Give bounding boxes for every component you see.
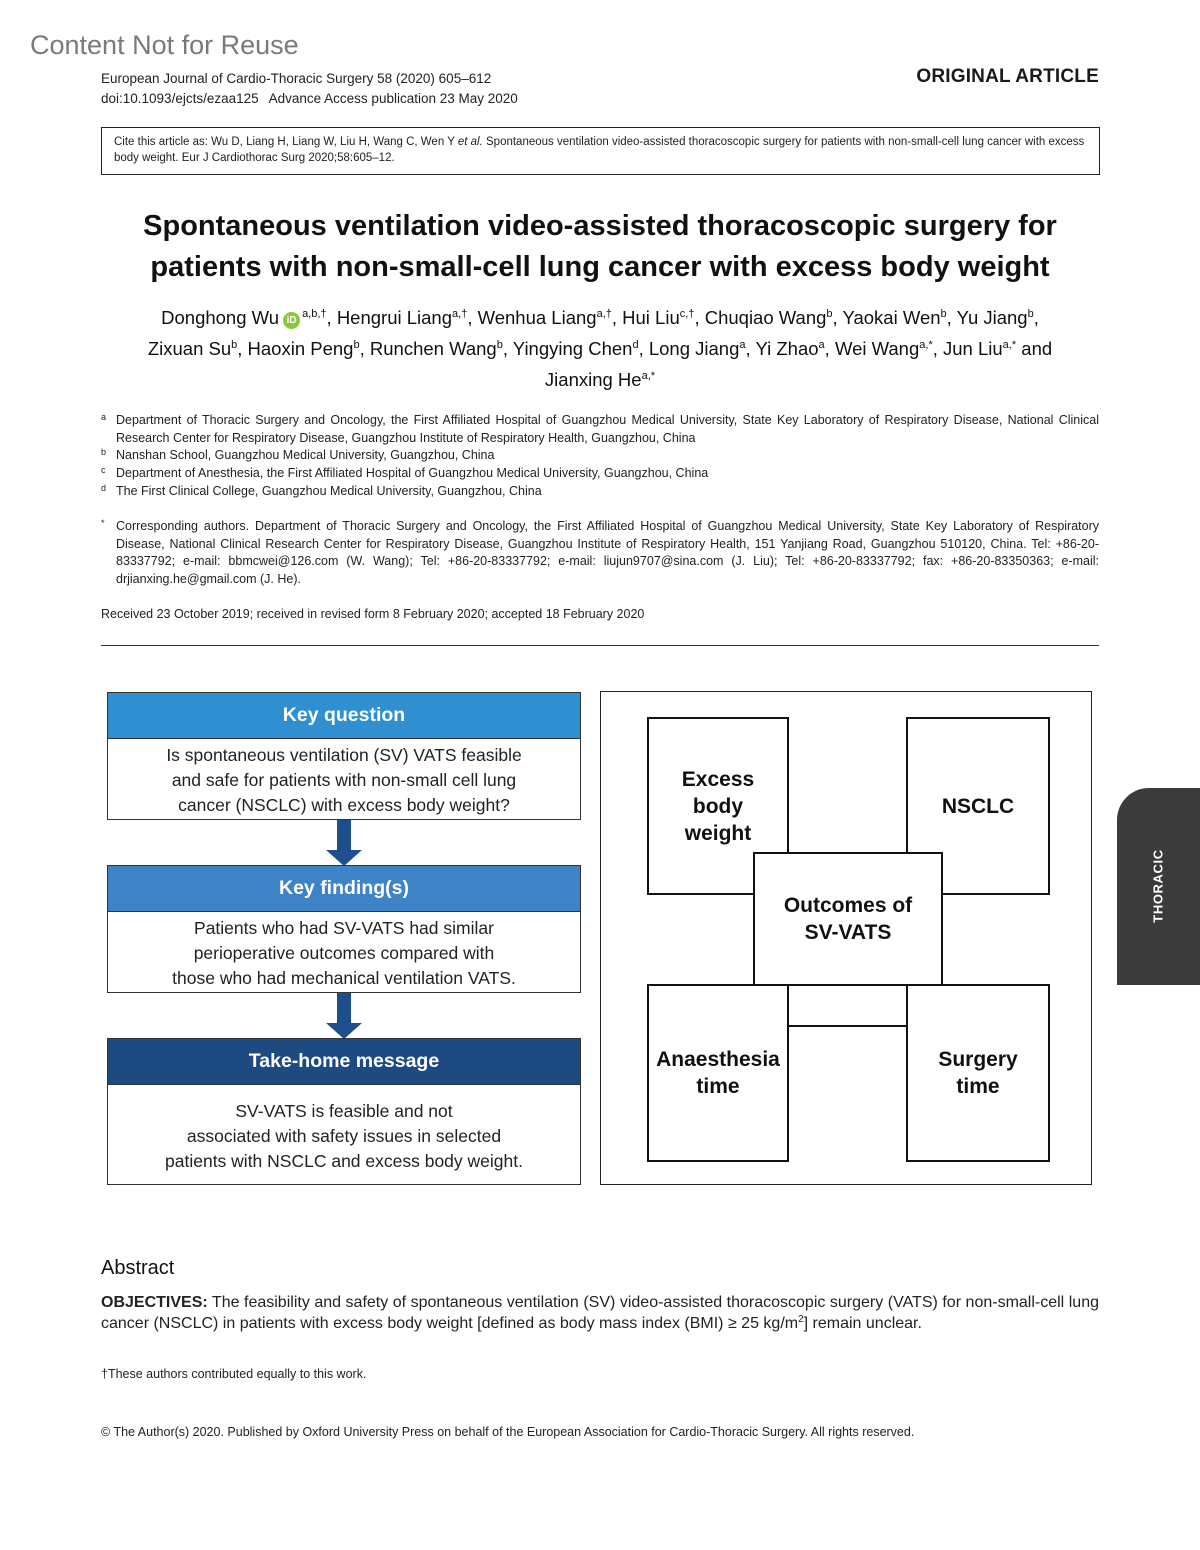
- citation-suffix: Spontaneous ventilation video-assisted thoracoscopic surgery for patients with non-small-cell lung cancer with excess body weight. Eur J Cardiothorac Surg 2020;58:605–12.: [114, 136, 1085, 164]
- take-home-body: [108, 1085, 580, 1174]
- diagram-text: NSCLC: [941, 794, 1015, 818]
- author-sup: c,†: [679, 308, 695, 320]
- author-name[interactable]: Zixuan Su: [147, 338, 232, 359]
- affiliation-mark: b: [101, 447, 107, 458]
- corresponding-text: Corresponding authors. Department of Thoracic Surgery and Oncology, the First Affiliated Hospital of Guangzhou Medical University, State Key Laboratory of Respiratory Disease, National Clinical Research Center for Respiratory Disease, Guangzhou Institute of Respiratory Health, 151 Yanjiang Road, Guangzhou 510120, China. Tel: +86-20-83337792; e-mail: bbmcwei@126.com (W. Wang); Tel: +86-20-83337792; e-mail: liujun9707@sina.com (J. Liu); Tel: +86-20-83337792; fax: +86-20-83350363; e-mail: drjianxing.he@gmail.com (J. He).: [116, 519, 1099, 587]
- author-sup: b: [940, 308, 947, 320]
- objectives-end: ] remain unclear.: [803, 1315, 922, 1332]
- author-line-2: Zixuan Su$^b$, Haoxin Peng$^b$, Runchen Wang$^b$, Yingying Chen$^d$, Long Jiang$^a$, Yi Zhao$^a$, Wei Wang$^{a,*}$, Jun Liu$^{a,*}$ and: [147, 338, 1053, 359]
- affiliations: [101, 412, 1099, 501]
- author-sup: a: [818, 339, 825, 351]
- corresponding-item: [101, 518, 1099, 589]
- objectives-label: OBJECTIVES:: [101, 1294, 208, 1311]
- watermark: Content Not for Reuse: [30, 30, 299, 60]
- key-question-line: cancer (NSCLC) with excess body weight?: [178, 795, 510, 815]
- author-name[interactable]: Hui Liu: [622, 307, 680, 328]
- take-home-heading: Take-home message: [108, 1039, 580, 1085]
- author-sup: b: [1027, 308, 1034, 320]
- orcid-icon[interactable]: iD: [283, 312, 300, 329]
- citation-etal: et al.: [457, 136, 483, 148]
- connector-bottom: [777, 1025, 917, 1027]
- affiliation-text: The First Clinical College, Guangzhou Medical University, Guangzhou, China: [116, 483, 542, 498]
- author-sup: a,†: [452, 308, 468, 320]
- author-name[interactable]: Yaokai Wen: [842, 307, 941, 328]
- author-name[interactable]: Jianxing He: [544, 369, 642, 390]
- take-home-line: patients with NSCLC and excess body weight.: [165, 1151, 523, 1171]
- journal-doi-line: [101, 89, 518, 109]
- author-sup: d: [632, 339, 639, 351]
- authors-and: and: [1021, 338, 1053, 359]
- key-findings-heading: Key finding(s): [108, 866, 580, 912]
- journal-header: [101, 69, 518, 109]
- down-arrow-icon: [326, 850, 362, 866]
- diagram-text: weight: [684, 821, 752, 845]
- author-list: [100, 302, 1100, 395]
- diagram-text: Surgery: [938, 1048, 1018, 1071]
- author-name[interactable]: Yingying Chen: [512, 338, 633, 359]
- key-findings-body: [108, 912, 580, 991]
- author-sup: a,*: [641, 370, 656, 382]
- objectives-text: The feasibility and safety of spontaneous ventilation (SV) video-assisted thoracoscopic surgery (VATS) for non-small-cell lung cancer (NSCLC) in patients with excess body weight [defined as body mass index (BMI) ≥ 25 kg/m: [101, 1294, 1100, 1332]
- citation-prefix: Cite this article as: Wu D, Liang H, Liang W, Liu H, Wang C, Wen Y: [114, 136, 458, 148]
- author-sup: a,*: [1002, 339, 1017, 351]
- key-findings-line: those who had mechanical ventilation VATS.: [172, 968, 516, 988]
- affiliation-item: [101, 447, 1099, 465]
- key-question-line: Is spontaneous ventilation (SV) VATS feasible: [166, 745, 522, 765]
- affiliation-item: [101, 483, 1099, 501]
- author-name[interactable]: Long Jiang: [648, 338, 740, 359]
- affiliation-mark: d: [101, 482, 107, 493]
- doi[interactable]: doi:10.1093/ejcts/ezaa125: [101, 91, 259, 106]
- author-name[interactable]: Yi Zhao: [755, 338, 819, 359]
- key-findings-box: [107, 865, 581, 993]
- key-question-body: [108, 739, 580, 818]
- affiliation-item: [101, 465, 1099, 483]
- diagram-text: Excess: [681, 767, 755, 791]
- author-sup: a: [739, 339, 746, 351]
- received-dates: Received 23 October 2019; received in revised form 8 February 2020; accepted 18 February 2020: [101, 607, 645, 621]
- author-name[interactable]: Chuqiao Wang: [704, 307, 827, 328]
- author-name[interactable]: Yu Jiang: [956, 307, 1028, 328]
- diagram-text: Outcomes of: [783, 894, 913, 917]
- key-question-box: [107, 692, 581, 820]
- anaesthesia-time-box: [647, 984, 789, 1162]
- author-line-3: [100, 364, 1100, 395]
- citation-box: [101, 127, 1100, 175]
- key-question-line: and safe for patients with non-small cell lung: [171, 770, 517, 790]
- diagram-text: body: [692, 794, 744, 818]
- key-findings-line: Patients who had SV-VATS had similar: [194, 918, 494, 938]
- abstract-heading: Abstract: [101, 1257, 175, 1279]
- author-sup: b: [496, 339, 503, 351]
- section-side-tab-label: THORACIC: [1150, 849, 1166, 923]
- title-line-1: Spontaneous ventilation video-assisted thoracoscopic surgery for: [143, 210, 1057, 242]
- author-sup: a,b,†: [302, 308, 327, 320]
- author-name[interactable]: Wenhua Liang: [477, 307, 597, 328]
- down-arrow-icon: [326, 1023, 362, 1039]
- author-sup: b: [231, 339, 238, 351]
- article-title: [100, 206, 1100, 288]
- affiliation-text: Department of Anesthesia, the First Affiliated Hospital of Guangzhou Medical University, Guangzhou, China: [116, 466, 709, 481]
- affiliation-mark: c: [101, 465, 106, 476]
- affiliation-mark: a: [101, 412, 107, 422]
- author-name[interactable]: Donghong Wu: [161, 307, 280, 328]
- diagram-text: time: [696, 1075, 740, 1098]
- author-sup: a,*: [919, 339, 933, 351]
- take-home-box: [107, 1038, 581, 1185]
- corresponding-authors: [101, 518, 1099, 589]
- advance-access: Advance Access publication 23 May 2020: [268, 91, 518, 106]
- take-home-line: associated with safety issues in selected: [186, 1126, 502, 1146]
- divider: [101, 645, 1099, 646]
- equal-contribution-footnote: †These authors contributed equally to this work.: [101, 1367, 367, 1381]
- surgery-time-box: [906, 984, 1050, 1162]
- title-line-2: patients with non-small-cell lung cancer with excess body weight: [150, 251, 1050, 283]
- author-name[interactable]: Haoxin Peng: [247, 338, 354, 359]
- down-arrow-shaft: [337, 820, 351, 852]
- copyright-notice: © The Author(s) 2020. Published by Oxford University Press on behalf of the European Association for Cardio-Thoracic Surgery. All rights reserved.: [101, 1425, 915, 1439]
- key-findings-line: perioperative outcomes compared with: [193, 943, 495, 963]
- affiliation-text: Nanshan School, Guangzhou Medical University, Guangzhou, China: [116, 448, 495, 463]
- article-type-label: ORIGINAL ARTICLE: [916, 66, 1099, 87]
- author-sup: b: [353, 339, 360, 351]
- take-home-line: SV-VATS is feasible and not: [235, 1101, 453, 1121]
- corresponding-mark: *: [101, 518, 105, 528]
- outcomes-center-box: [753, 852, 943, 986]
- author-sup: b: [826, 308, 833, 320]
- author-name[interactable]: Hengrui Liang: [336, 307, 453, 328]
- outcomes-diagram: [600, 691, 1092, 1185]
- affiliation-text: Department of Thoracic Surgery and Oncology, the First Affiliated Hospital of Guangzhou Medical University, State Key Laboratory of Respiratory Disease, National Clinical Research Center for Respiratory Disease, Guangzhou Institute of Respiratory Health, Guangzhou, China: [116, 413, 1099, 445]
- diagram-text: Anaesthesia: [656, 1048, 780, 1071]
- journal-line: European Journal of Cardio-Thoracic Surgery 58 (2020) 605–612: [101, 71, 492, 86]
- affiliation-item: [101, 412, 1099, 447]
- diagram-text: SV-VATS: [804, 921, 892, 944]
- objectives-superscript: 2: [798, 1314, 804, 1325]
- author-name[interactable]: Wei Wang: [834, 338, 920, 359]
- author-name[interactable]: Jun Liu: [943, 338, 1003, 359]
- key-question-heading: Key question: [108, 693, 580, 739]
- author-sup: a,†: [596, 308, 612, 320]
- author-line-1: Donghong Wu $iD^{a,b,\dagger}$, Hengrui Liang$^{a,\dagger}$, Wenhua Liang$^{a,\dagger}$, Hui Liu$^{c,\dagger}$, Chuqiao Wang$^b$, Yaokai Wen$^b$, Yu Jiang$^b$,: [161, 307, 1039, 328]
- diagram-text: time: [956, 1075, 1000, 1098]
- abstract-objectives: [101, 1292, 1099, 1334]
- author-name[interactable]: Runchen Wang: [369, 338, 497, 359]
- down-arrow-shaft: [337, 993, 351, 1025]
